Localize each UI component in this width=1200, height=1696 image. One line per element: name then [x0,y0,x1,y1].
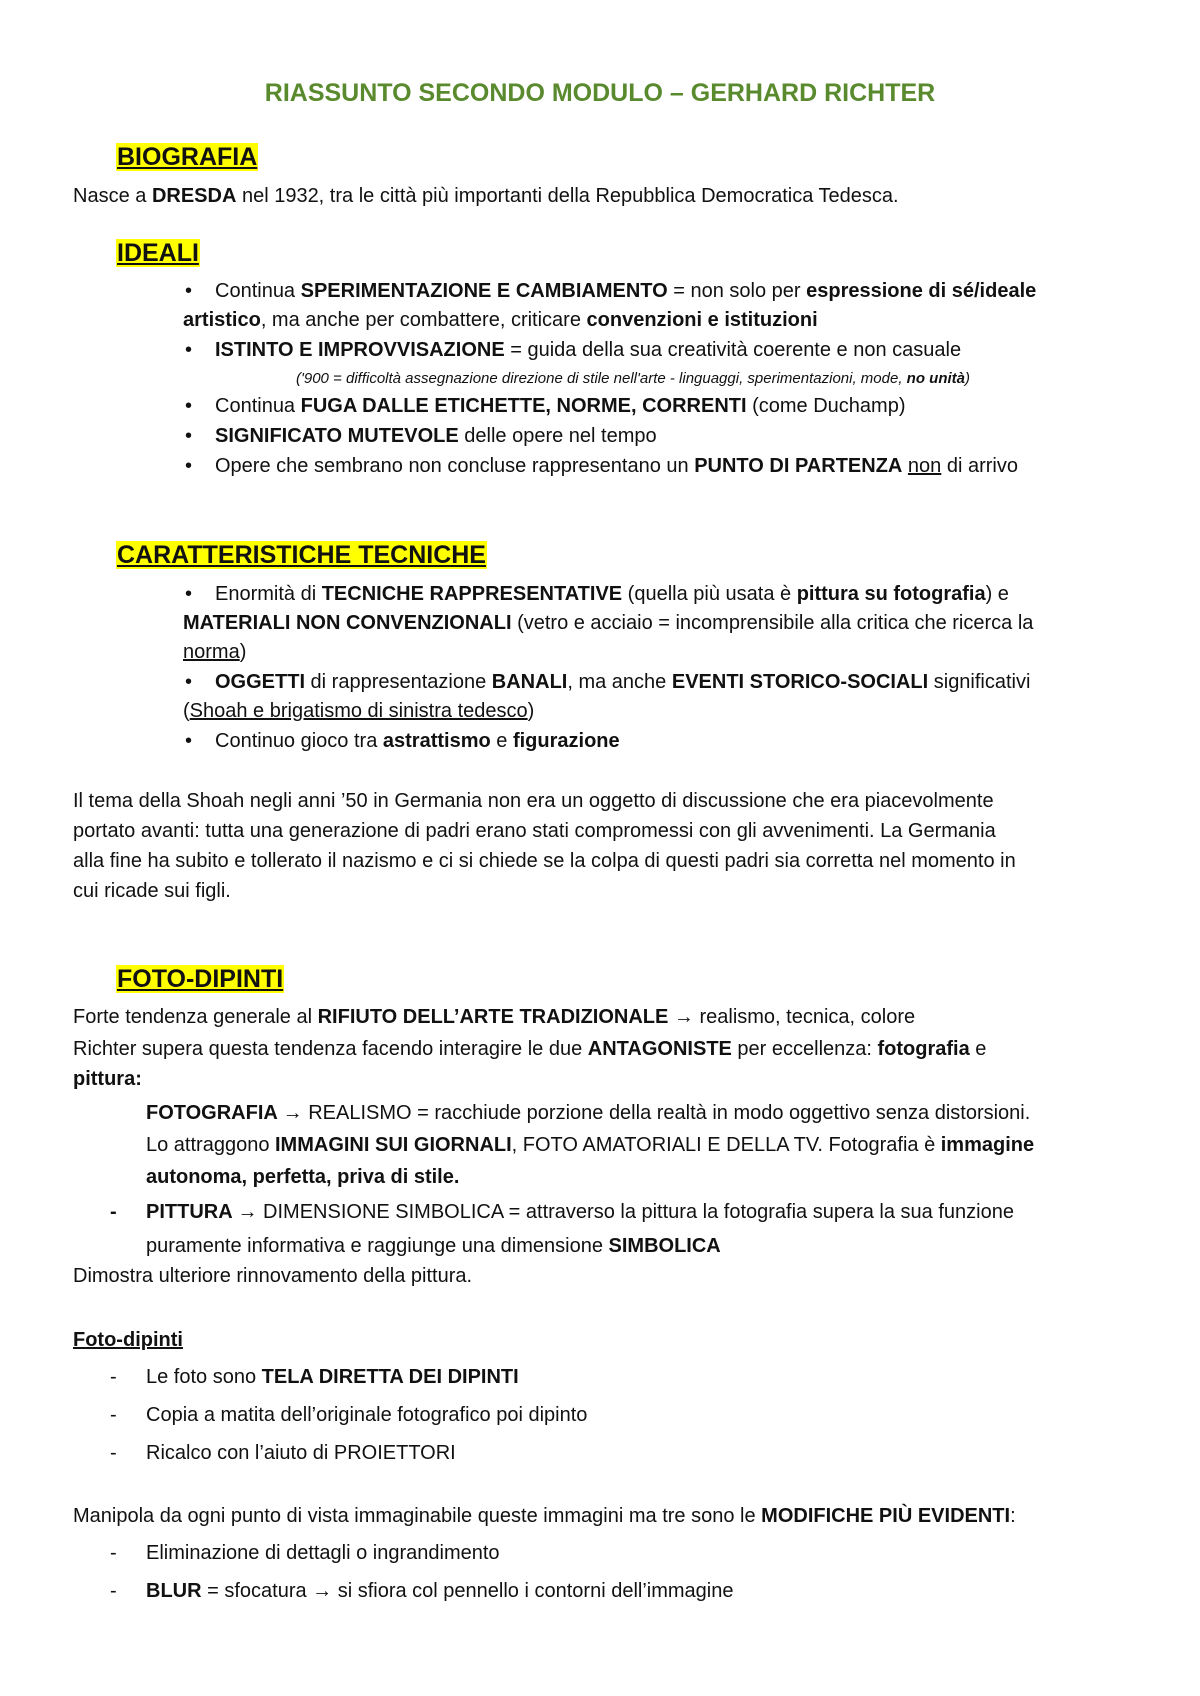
arrow-icon: → [277,1102,309,1124]
dash-icon: - [110,1580,117,1602]
dash-icon: - [110,1442,117,1464]
list-item: • ISTINTO E IMPROVVISAZIONE = guida della sua creatività coerente e non casuale [185,339,962,361]
bullet-icon: • [185,583,193,605]
list-item: • SIGNIFICATO MUTEVOLE delle opere nel tempo [185,425,657,447]
text-line: Dimostra ulteriore rinnovamento della pittura. [73,1265,473,1287]
section-heading: IDEALI [117,239,199,267]
paragraph-line: Il tema della Shoah negli anni ’50 in Germania non era un oggetto di discussione che era piacevolmente [73,790,994,812]
arrow-icon: → [231,1201,264,1223]
arrow-icon: → [668,1006,700,1028]
dash-list-item: - Ricalco con l’aiuto di PROIETTORI [110,1442,456,1464]
dash-list-item: - BLUR = sfocatura → si sfiora col pennello i contorni dell’immagine [110,1580,734,1602]
text-line: Richter supera questa tendenza facendo interagire le due ANTAGONISTE per eccellenza: fotografia e [73,1038,987,1060]
text-line: autonoma, perfetta, priva di stile. [146,1166,460,1188]
list-item: • Enormità di TECNICHE RAPPRESENTATIVE (quella più usata è pittura su fotografia) e [185,583,1009,605]
bullet-icon: • [185,395,193,417]
subheading-foto-dipinti: Foto-dipinti [73,1329,183,1351]
dash-list-item: - Copia a matita dell’originale fotografico poi dipinto [110,1404,588,1426]
heading-ideali [116,240,200,268]
dash-list-item: - Le foto sono TELA DIRETTA DEI DIPINTI [110,1366,519,1388]
dash-list-item: - Eliminazione di dettagli o ingrandimento [110,1542,500,1564]
note: ('900 = difficoltà assegnazione direzione di stile nell'arte - linguaggi, sperimentazioni, mode, no unità) [296,370,970,387]
list-item: • Continua FUGA DALLE ETICHETTE, NORME, CORRENTI (come Duchamp) [185,395,906,417]
text-line: Manipola da ogni punto di vista immaginabile queste immagini ma tre sono le MODIFICHE PIÙ EVIDENTI: [73,1505,1016,1527]
dash-icon: - [110,1404,117,1426]
text-line: Forte tendenza generale al RIFIUTO DELL’ARTE TRADIZIONALE → realismo, tecnica, colore [73,1006,916,1028]
heading-foto-dipinti [116,966,284,994]
text-line: Lo attraggono IMMAGINI SUI GIORNALI, FOTO AMATORIALI E DELLA TV. Fotografia è immagine [146,1134,1035,1156]
section-heading: BIOGRAFIA [117,143,258,171]
list-item: • OGGETTI di rappresentazione BANALI, ma anche EVENTI STORICO-SOCIALI significativi [185,671,1031,693]
text-line: puramente informativa e raggiunge una dimensione SIMBOLICA [146,1235,721,1257]
dash-icon: - [110,1366,117,1388]
bullet-icon: • [185,425,193,447]
paragraph-line: portato avanti: tutta una generazione di padri erano stati compromessi con gli avvenimenti. La Germania [73,820,996,842]
biografia-text: Nasce a DRESDA nel 1932, tra le città più importanti della Repubblica Democratica Tedesca. [73,185,899,207]
list-item: • Continuo gioco tra astrattismo e figurazione [185,730,620,752]
paragraph-line: alla fine ha subito e tollerato il nazismo e ci si chiede se la colpa di questi padri sia corretta nel momento in [73,850,1016,872]
bullet-icon: • [185,671,193,693]
list-item-continuation: norma) [183,641,247,663]
list-item-continuation: MATERIALI NON CONVENZIONALI (vetro e acciaio = incomprensibile alla critica che ricerca la [183,612,1034,634]
heading-biografia [116,144,258,172]
bullet-icon: • [185,280,193,302]
text-line: FOTOGRAFIA → REALISMO = racchiude porzione della realtà in modo oggettivo senza distorsioni. [146,1102,1031,1124]
list-item: • Opere che sembrano non concluse rappresentano un PUNTO DI PARTENZA non di arrivo [185,455,1018,477]
bullet-icon: • [185,455,193,477]
section-heading: CARATTERISTICHE TECNICHE [117,541,486,569]
dash-list-item: - PITTURA → DIMENSIONE SIMBOLICA = attraverso la pittura la fotografia supera la sua funzione [110,1201,1014,1223]
section-heading: FOTO-DIPINTI [117,965,284,993]
heading-caratteristiche [116,542,487,570]
text-line: pittura: [73,1068,142,1090]
bullet-icon: • [185,339,193,361]
list-item-continuation: artistico, ma anche per combattere, criticare convenzioni e istituzioni [183,309,818,331]
list-item: • Continua SPERIMENTAZIONE E CAMBIAMENTO = non solo per espressione di sé/ideale [185,280,1037,302]
dash-icon: - [110,1542,117,1564]
dash-icon: - [110,1201,117,1223]
paragraph-line: cui ricade sui figli. [73,880,231,902]
page-title: RIASSUNTO SECONDO MODULO – GERHARD RICHTER [264,79,936,107]
bullet-icon: • [185,730,193,752]
list-item-continuation: (Shoah e brigatismo di sinistra tedesco) [183,700,535,722]
